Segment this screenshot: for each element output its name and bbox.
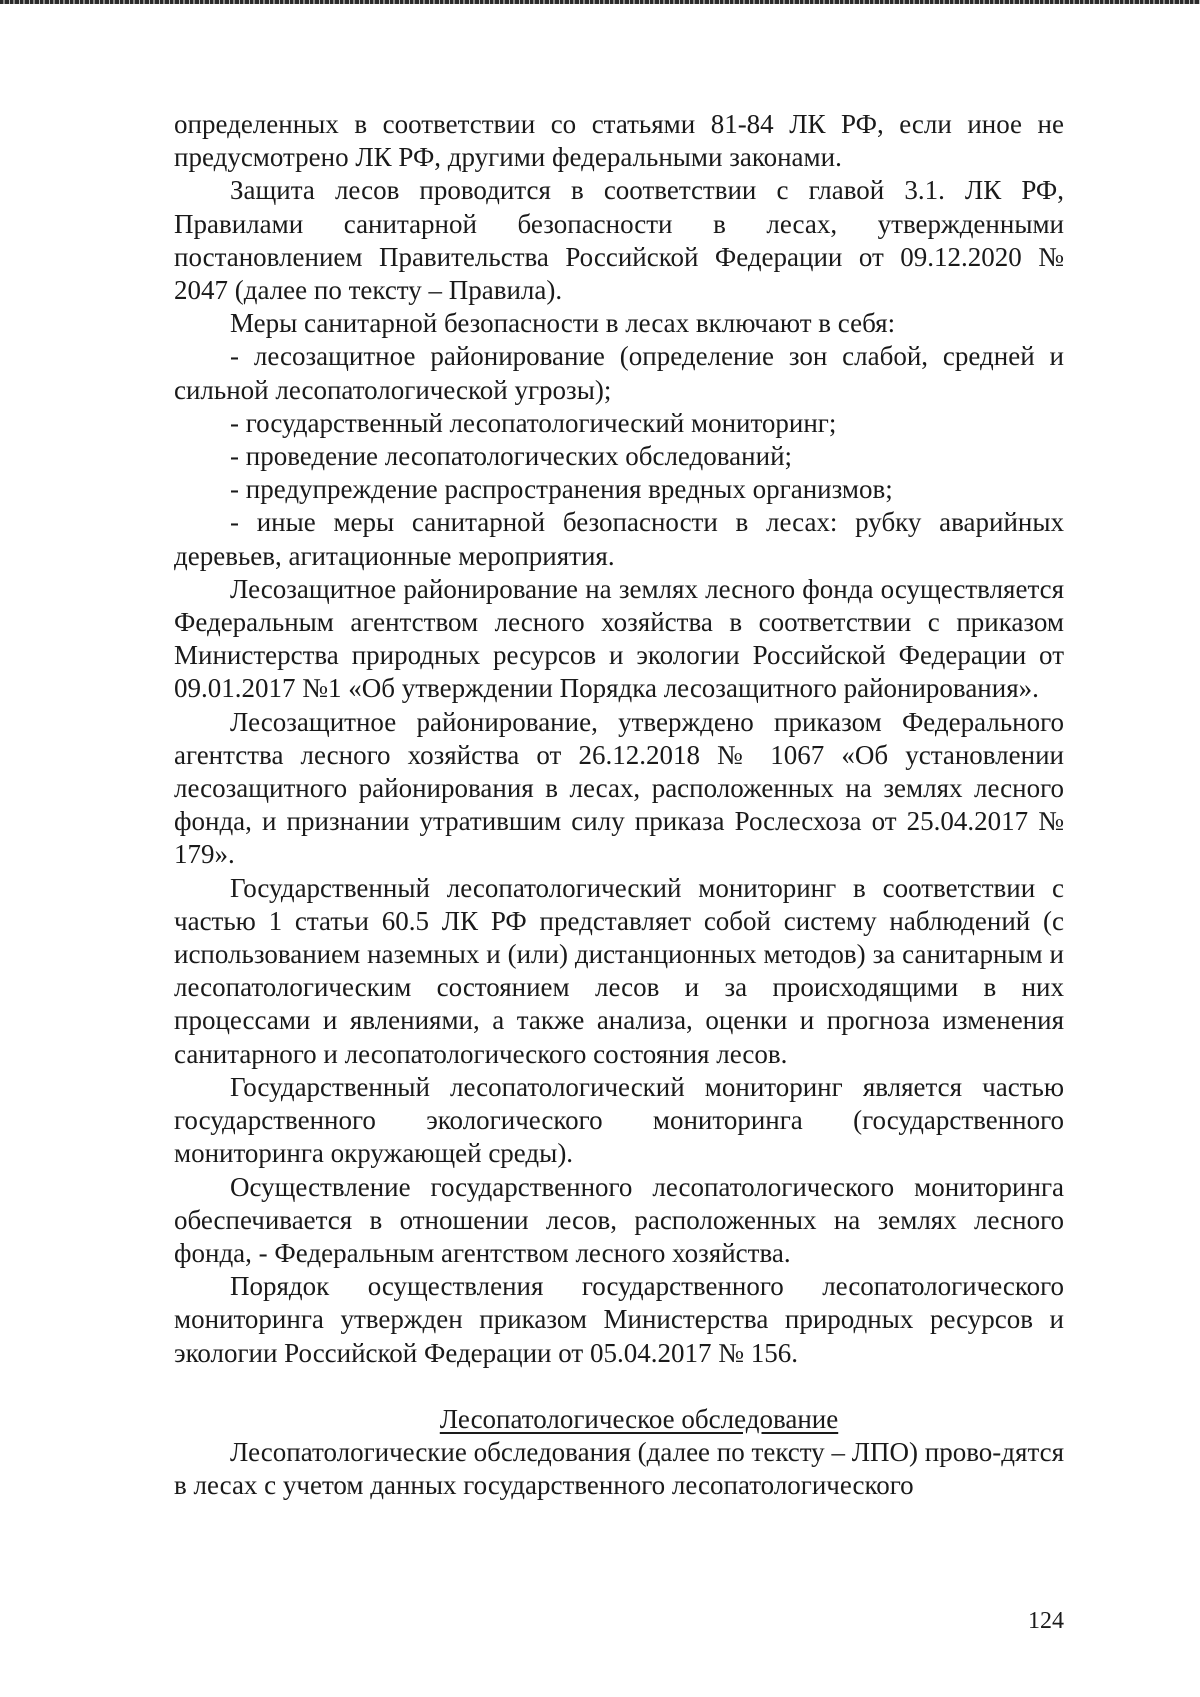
paragraph-7: Государственный лесопатологический мониторинг является частью государственного экологического мониторинга (государственного мониторинга окружающей среды). [174, 1071, 1064, 1169]
paragraph-9: Порядок осуществления государственного лесопатологического мониторинга утвержден приказом Министерства природных ресурсов и экологии Российской Федерации от 05.04.2017 № 156. [174, 1271, 1064, 1368]
page-number: 124 [1028, 1608, 1064, 1634]
list-item-1: - лесозащитное районирование (определение зон слабой, средней и сильной лесопатологической угрозы); [174, 341, 1064, 405]
list-item-5: - иные меры санитарной безопасности в лесах: рубку аварийных деревьев, агитационные мероприятия. [174, 507, 1064, 571]
paragraph-5: Лесозащитное районирование, утверждено приказом Федерального агентства лесного хозяйства от 26.12.2018 № 1067 «Об установлении лесозащитного районирования в лесах, расположенных на землях лесного фонда, и признании утратившим силу приказа Рослесхоза от 25.04.2017 № 179». [174, 706, 1064, 870]
paragraph-1: определенных в соответствии со статьями 81-84 ЛК РФ, если иное не предусмотрено ЛК РФ, другими федеральными законами. [174, 109, 1064, 173]
section-heading: Лесопатологическое обследование [439, 1403, 839, 1434]
section-paragraph: Лесопатологические обследования (далее по тексту – ЛПО) прово-дятся в лесах с учетом данных государственного лесопатологического [174, 1436, 1064, 1501]
list-item-2: - государственный лесопатологический мониторинг; [230, 407, 837, 438]
paragraph-4: Лесозащитное районирование на землях лесного фонда осуществляется Федеральным агентством лесного хозяйства в соответствии с приказом Министерства природных ресурсов и экологии Российской Федерации от 09.01.2017 №1 «Об утверждении Порядка лесозащитного районирования». [174, 573, 1064, 704]
paragraph-3: Меры санитарной безопасности в лесах включают в себя: [230, 308, 896, 339]
document-page [174, 108, 1064, 1502]
list-item-3: - проведение лесопатологических обследований; [230, 441, 793, 472]
list-item-4: - предупреждение распространения вредных организмов; [230, 474, 893, 505]
paragraph-8: Осуществление государственного лесопатологического мониторинга обеспечивается в отношении лесов, расположенных на землях лесного фонда, - Федеральным агентством лесного хозяйства. [174, 1171, 1064, 1268]
paragraph-6: Государственный лесопатологический мониторинг в соответствии с частью 1 статьи 60.5 ЛК РФ представляет собой систему наблюдений (с использованием наземных и (или) дистанционных методов) за санитарным и лесопатологическим состоянием лесов и за происходящими в них процессами и явлениями, а также анализа, оценки и прогноза изменения санитарного и лесопатологического состояния лесов. [174, 872, 1064, 1069]
scan-top-edge [0, 0, 1200, 4]
paragraph-2: Защита лесов проводится в соответствии с главой 3.1. ЛК РФ, Правилами санитарной безопасности в лесах, утвержденными постановлением Правительства Российской Федерации от 09.12.2020 № 2047 (далее по тексту – Правила). [174, 175, 1064, 306]
